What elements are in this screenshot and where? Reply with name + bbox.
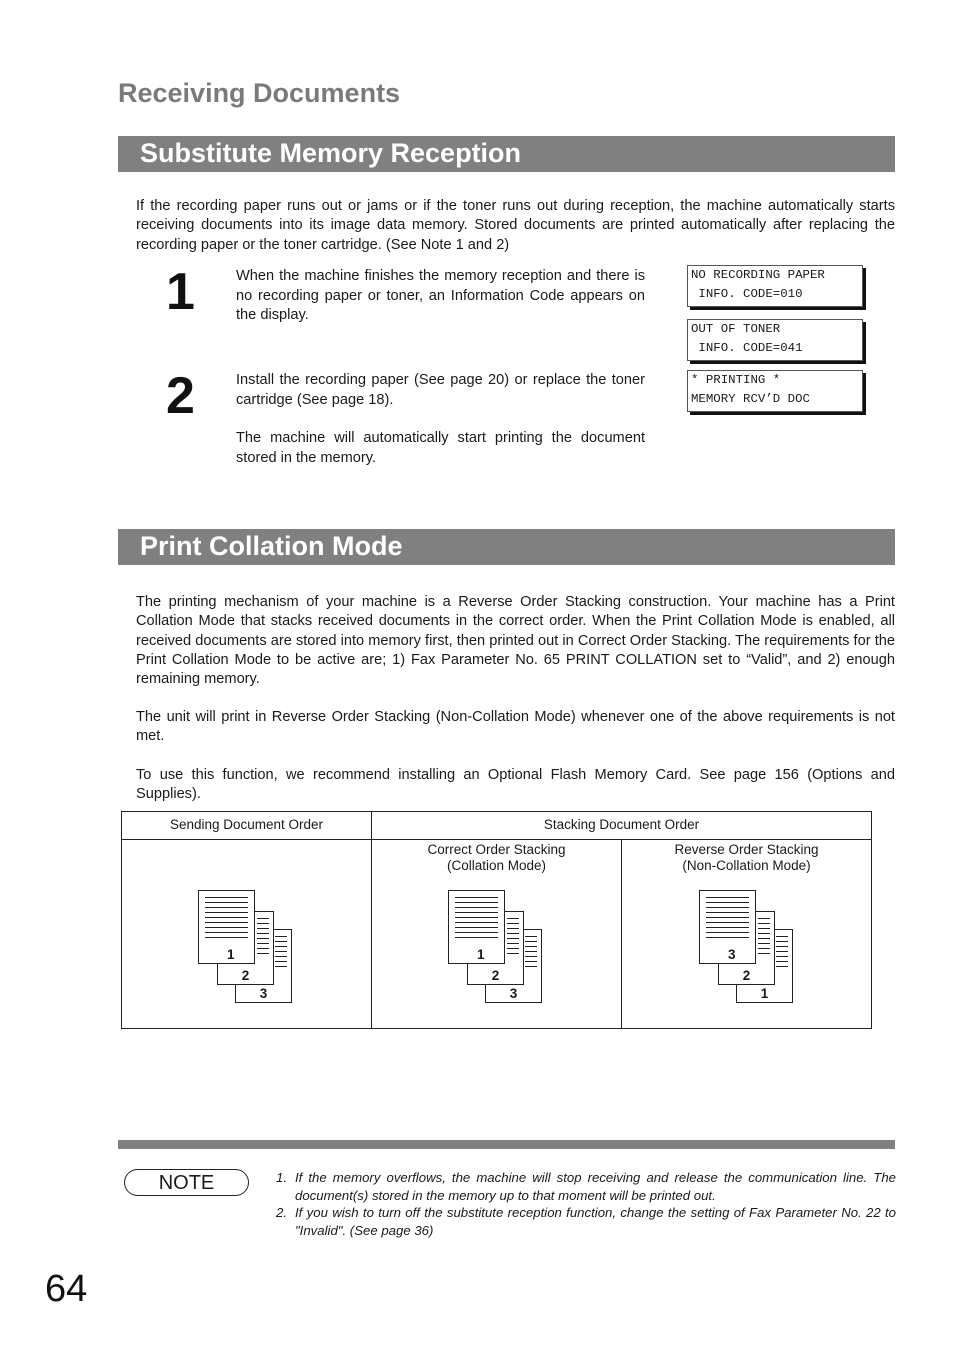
document-stack-sending bbox=[198, 890, 298, 1005]
footer-divider bbox=[118, 1140, 895, 1149]
page-number-label: 3 bbox=[509, 986, 518, 1001]
note-item bbox=[276, 1169, 896, 1204]
note-item bbox=[276, 1204, 896, 1239]
page-sheet bbox=[198, 890, 255, 964]
page-number-label: 3 bbox=[728, 947, 736, 962]
page-number-label: 2 bbox=[491, 968, 500, 983]
page-number-label: 2 bbox=[241, 968, 250, 983]
page-sheet bbox=[699, 890, 756, 964]
collation-para-1: The printing mechanism of your machine is a Reverse Order Stacking construction. Your machine has a Print Collation Mode that stacks received documents in the correct order. When the Print Collation Mode is enabled, all received documents are stored into memory first, then printed out in Correct Order Stacking. The requirements for the Print Collation Mode to be active are; 1) Fax Parameter No. 65 PRINT COLLATION set to “Valid”, and 2) enough remaining memory. bbox=[136, 594, 895, 688]
table-divider bbox=[122, 839, 871, 840]
page-sheet bbox=[448, 890, 505, 964]
display-no-paper: NO RECORDING PAPER INFO. CODE=010 bbox=[687, 265, 863, 307]
page-number: 64 bbox=[45, 1268, 88, 1310]
page-number-label: 1 bbox=[227, 947, 235, 962]
page-number-label: 1 bbox=[760, 986, 769, 1001]
chapter-title: Receiving Documents bbox=[118, 78, 401, 108]
subheader-correct-line2: (Collation Mode) bbox=[446, 858, 547, 873]
note-number: 2. bbox=[276, 1205, 287, 1221]
step-text-1: When the machine finishes the memory reception and there is no recording paper or toner, an Information Code appears on the display. bbox=[236, 268, 645, 323]
subheader-correct-order bbox=[372, 842, 621, 874]
header-stacking-order: Stacking Document Order bbox=[543, 817, 700, 832]
note-list bbox=[276, 1169, 896, 1239]
subheader-reverse-line1: Reverse Order Stacking bbox=[674, 842, 819, 857]
display-printing: * PRINTING * MEMORY RCV’D DOC bbox=[687, 370, 863, 412]
display-out-of-toner: OUT OF TONER INFO. CODE=041 bbox=[687, 319, 863, 361]
section-title-collation: Print Collation Mode bbox=[118, 529, 895, 565]
stacking-table bbox=[121, 811, 872, 1029]
page-number-label: 3 bbox=[259, 986, 268, 1001]
subheader-reverse-line2: (Non-Collation Mode) bbox=[682, 858, 811, 873]
document-stack-reverse-order bbox=[699, 890, 799, 1005]
header-sending-order: Sending Document Order bbox=[169, 817, 324, 832]
substitute-intro: If the recording paper runs out or jams or if the toner runs out during reception, the machine automatically starts receiving documents into its image data memory. Stored documents are printed automatically after replacing the recording paper or the toner cartridge. (See Note 1 and 2) bbox=[136, 198, 895, 253]
step-text-2b: The machine will automatically start printing the document stored in the memory. bbox=[236, 430, 645, 466]
collation-para-3: To use this function, we recommend installing an Optional Flash Memory Card. See page 156 (Options and Supplies). bbox=[136, 767, 895, 803]
document-stack-correct-order bbox=[448, 890, 548, 1005]
page-number-label: 2 bbox=[742, 968, 751, 983]
collation-para-2: The unit will print in Reverse Order Stacking (Non-Collation Mode) whenever one of the above requirements is not met. bbox=[136, 709, 895, 745]
note-number: 1. bbox=[276, 1170, 287, 1185]
step-number-1: 1 bbox=[166, 263, 195, 321]
subheader-correct-line1: Correct Order Stacking bbox=[427, 842, 566, 857]
note-text: If you wish to turn off the substitute reception function, change the setting of Fax Parameter No. 22 to "Invalid". (See page 36) bbox=[295, 1205, 896, 1238]
step-text-2: Install the recording paper (See page 20) or replace the toner cartridge (See page 18). bbox=[236, 372, 645, 408]
note-text: If the memory overflows, the machine will stop receiving and release the communication line. The document(s) stored in the memory up to that moment will be printed out. bbox=[295, 1170, 896, 1203]
note-label: NOTE bbox=[124, 1169, 249, 1196]
page-number-label: 1 bbox=[477, 947, 485, 962]
step-number-2: 2 bbox=[166, 367, 195, 425]
section-title-substitute: Substitute Memory Reception bbox=[118, 136, 895, 172]
subheader-reverse-order bbox=[622, 842, 871, 874]
